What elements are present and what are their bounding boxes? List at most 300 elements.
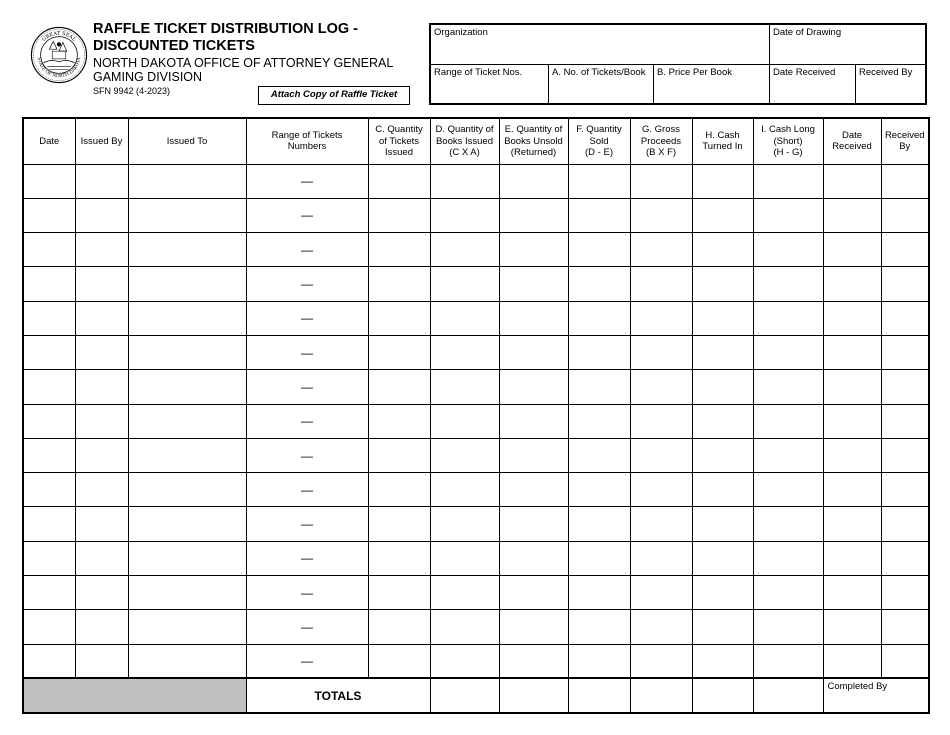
log-cell[interactable] [568,164,630,198]
log-cell[interactable] [753,438,823,472]
log-cell[interactable] [430,644,499,678]
log-cell[interactable] [128,438,246,472]
column-header [823,118,881,164]
log-cell[interactable] [430,335,499,369]
log-cell[interactable] [23,610,75,644]
date-received-label: Date Received [773,67,836,78]
column-header-line: (Returned) [510,147,557,158]
log-cell[interactable] [128,301,246,335]
column-header [430,118,499,164]
log-cell[interactable] [128,610,246,644]
log-cell[interactable] [823,301,881,335]
log-cell[interactable] [692,267,753,301]
log-cell[interactable] [499,576,568,610]
tickets-per-book-field[interactable] [549,65,654,103]
log-cell[interactable] [499,644,568,678]
column-header [692,118,753,164]
log-cell[interactable] [568,644,630,678]
log-cell[interactable] [368,507,430,541]
form-title-line2: DISCOUNTED TICKETS [93,38,255,54]
log-cell[interactable] [128,267,246,301]
log-cell[interactable] [881,198,929,232]
log-cell[interactable] [499,610,568,644]
log-cell[interactable] [753,541,823,575]
column-header-line: (B X F) [645,147,677,158]
log-cell[interactable] [881,267,929,301]
range-of-ticket-nos-field[interactable] [431,65,549,103]
price-per-book-label: B. Price Per Book [657,67,732,78]
log-cell[interactable] [753,404,823,438]
log-cell[interactable] [823,644,881,678]
date-of-drawing-label: Date of Drawing [773,27,842,38]
column-header-line: Range of Tickets [271,129,343,141]
column-header-line: of Tickets [378,135,420,147]
column-header [23,118,75,164]
log-cell[interactable] [823,267,881,301]
log-cell[interactable] [368,576,430,610]
log-cell[interactable] [75,404,128,438]
log-cell[interactable] [823,370,881,404]
log-cell[interactable] [430,198,499,232]
column-header-line: F. Quantity [576,124,622,135]
log-row [23,541,929,575]
log-cell[interactable] [23,301,75,335]
log-cell[interactable] [246,301,368,335]
log-cell[interactable] [881,233,929,267]
range-dash: — [301,174,313,189]
log-cell[interactable] [881,610,929,644]
log-cell[interactable] [128,233,246,267]
attach-ticket-note: Attach Copy of Raffle Ticket [258,86,410,105]
log-cell[interactable] [75,576,128,610]
range-dash: — [301,242,313,257]
log-cell[interactable] [128,198,246,232]
log-cell[interactable] [881,404,929,438]
log-cell[interactable] [568,404,630,438]
log-cell[interactable] [75,267,128,301]
log-cell[interactable] [499,301,568,335]
log-cell[interactable] [568,473,630,507]
range-of-ticket-nos-label: Range of Ticket Nos. [434,67,523,78]
log-cell[interactable] [753,507,823,541]
log-cell[interactable] [128,335,246,369]
log-cell[interactable] [499,233,568,267]
log-cell[interactable] [246,644,368,678]
log-cell[interactable] [23,541,75,575]
log-cell[interactable] [23,198,75,232]
log-cell[interactable] [430,267,499,301]
column-header-line: Numbers [287,141,327,153]
log-cell[interactable] [692,438,753,472]
log-row [23,610,929,644]
log-cell[interactable] [630,541,692,575]
log-cell[interactable] [630,644,692,678]
column-header-line: Received [832,141,872,153]
log-cell[interactable] [430,541,499,575]
column-header-line: Issued By [80,135,123,147]
log-cell[interactable] [75,335,128,369]
totals-row [23,678,929,713]
log-cell[interactable] [499,541,568,575]
log-cell[interactable] [75,438,128,472]
log-cell[interactable] [568,370,630,404]
log-cell[interactable] [630,438,692,472]
log-cell[interactable] [246,541,368,575]
column-header-line: Turned In [702,141,743,153]
log-cell[interactable] [23,507,75,541]
log-cell[interactable] [568,610,630,644]
column-header-line: (C X A) [449,147,480,158]
column-header-line: Books Issued [435,135,494,147]
column-header [75,118,128,164]
log-cell[interactable] [692,233,753,267]
log-cell[interactable] [823,610,881,644]
log-row [23,644,929,678]
log-cell[interactable] [75,507,128,541]
column-header-line: Proceeds [640,135,682,147]
log-cell[interactable] [753,301,823,335]
log-cell[interactable] [246,576,368,610]
log-cell[interactable] [881,576,929,610]
column-header-line: E. Quantity of [504,124,563,135]
log-cell[interactable] [430,507,499,541]
total-cell[interactable] [499,678,568,713]
log-cell[interactable] [753,644,823,678]
log-cell[interactable] [128,576,246,610]
log-cell[interactable] [823,233,881,267]
total-cell[interactable] [692,678,753,713]
log-cell[interactable] [823,541,881,575]
log-cell[interactable] [368,404,430,438]
log-cell[interactable] [430,233,499,267]
column-header-line: G. Gross [641,124,680,135]
log-cell[interactable] [881,541,929,575]
log-cell[interactable] [881,507,929,541]
log-cell[interactable] [128,541,246,575]
range-dash: — [301,208,313,223]
totals-shaded-cell [23,678,246,713]
log-cell[interactable] [568,335,630,369]
log-cell[interactable] [823,576,881,610]
range-dash: — [301,620,313,634]
column-header-line: H. Cash [705,129,740,141]
log-cell[interactable] [23,370,75,404]
log-cell[interactable] [75,541,128,575]
log-cell[interactable] [499,198,568,232]
form-title-line1: RAFFLE TICKET DISTRIBUTION LOG - [93,21,359,37]
log-cell[interactable] [881,473,929,507]
log-cell[interactable] [499,438,568,472]
log-cell[interactable] [23,644,75,678]
log-cell[interactable] [692,370,753,404]
totals-label: TOTALS [246,678,430,713]
log-cell[interactable] [368,233,430,267]
date-of-drawing-field[interactable] [770,25,925,65]
log-cell[interactable] [823,335,881,369]
range-dash: — [301,585,313,600]
log-cell[interactable] [430,576,499,610]
log-cell[interactable] [430,164,499,198]
log-cell[interactable] [75,473,128,507]
log-cell[interactable] [368,370,430,404]
log-cell[interactable] [630,335,692,369]
log-cell[interactable] [499,335,568,369]
range-dash: — [301,482,313,497]
log-cell[interactable] [881,370,929,404]
log-cell[interactable] [692,335,753,369]
state-seal-logo [30,26,88,84]
log-cell[interactable] [75,198,128,232]
log-cell[interactable] [753,576,823,610]
column-header-line: (Short) [773,135,803,147]
range-dash: — [301,414,313,429]
seal-bottom-text: STATE OF NORTH DAKOTA [35,57,83,80]
log-cell[interactable] [630,267,692,301]
log-cell[interactable] [368,301,430,335]
log-cell[interactable] [430,404,499,438]
log-cell[interactable] [368,198,430,232]
total-cell[interactable] [630,678,692,713]
log-cell[interactable] [823,198,881,232]
log-cell[interactable] [753,335,823,369]
log-cell[interactable] [75,610,128,644]
log-cell[interactable] [246,473,368,507]
log-row [23,507,929,541]
log-cell[interactable] [23,335,75,369]
total-cell[interactable] [430,678,499,713]
organization-field[interactable] [431,25,770,65]
form-number: SFN 9942 (4-2023) [93,86,171,96]
price-per-book-field[interactable] [654,65,770,103]
log-cell[interactable] [368,335,430,369]
completed-by-label: Completed By [827,681,888,693]
log-row [23,576,929,610]
log-cell[interactable] [23,164,75,198]
received-by-label: Received By [859,67,913,78]
log-row [23,404,929,438]
log-cell[interactable] [568,541,630,575]
log-cell[interactable] [823,404,881,438]
log-cell[interactable] [630,370,692,404]
log-row [23,164,929,198]
log-row [23,267,929,301]
log-cell[interactable] [753,370,823,404]
log-cell[interactable] [246,404,368,438]
range-dash: — [301,654,313,669]
log-cell[interactable] [568,576,630,610]
column-header-line: Received [884,129,925,141]
office-name-line2: GAMING DIVISION [93,70,203,84]
log-cell[interactable] [430,301,499,335]
log-cell[interactable] [128,473,246,507]
log-row [23,335,929,369]
distribution-log-table [22,117,930,714]
log-cell[interactable] [23,267,75,301]
log-cell[interactable] [881,335,929,369]
log-cell[interactable] [568,267,630,301]
log-cell[interactable] [630,404,692,438]
log-cell[interactable] [630,233,692,267]
log-cell[interactable] [246,198,368,232]
log-cell[interactable] [881,301,929,335]
log-cell[interactable] [692,610,753,644]
log-row [23,473,929,507]
column-header-line: I. Cash Long [761,124,815,135]
log-row [23,438,929,472]
log-cell[interactable] [823,164,881,198]
log-cell[interactable] [823,473,881,507]
column-header-line: (D - E) [585,147,613,158]
column-header-line: Date [841,129,863,141]
log-cell[interactable] [753,267,823,301]
log-cell[interactable] [368,610,430,644]
log-cell[interactable] [430,473,499,507]
log-cell[interactable] [630,164,692,198]
log-cell[interactable] [499,473,568,507]
log-cell[interactable] [568,507,630,541]
log-cell[interactable] [753,198,823,232]
log-cell[interactable] [823,438,881,472]
range-dash: — [301,379,313,394]
log-cell[interactable] [881,644,929,678]
column-header-line: (H - G) [773,147,803,158]
log-cell[interactable] [75,301,128,335]
log-cell[interactable] [499,267,568,301]
log-cell[interactable] [692,541,753,575]
log-cell[interactable] [430,610,499,644]
column-header-line: Books Unsold [504,135,563,147]
log-cell[interactable] [630,507,692,541]
log-cell[interactable] [568,198,630,232]
column-header [128,118,246,164]
received-by-field[interactable] [856,65,925,103]
range-dash: — [301,551,313,566]
log-cell[interactable] [368,473,430,507]
log-cell[interactable] [568,301,630,335]
raffle-info-box [429,23,927,105]
log-cell[interactable] [128,404,246,438]
range-dash: — [301,517,313,532]
column-header [753,118,823,164]
log-cell[interactable] [75,644,128,678]
log-cell[interactable] [753,233,823,267]
log-cell[interactable] [499,404,568,438]
log-cell[interactable] [128,507,246,541]
log-cell[interactable] [23,438,75,472]
log-cell[interactable] [692,644,753,678]
log-cell[interactable] [430,370,499,404]
log-row [23,198,929,232]
log-cell[interactable] [692,404,753,438]
log-cell[interactable] [23,473,75,507]
log-cell[interactable] [23,576,75,610]
log-cell[interactable] [23,233,75,267]
log-cell[interactable] [246,335,368,369]
tickets-per-book-label: A. No. of Tickets/Book [552,67,646,78]
completed-by-field[interactable] [823,678,929,713]
log-cell[interactable] [692,576,753,610]
log-cell[interactable] [692,473,753,507]
log-cell[interactable] [246,370,368,404]
log-cell[interactable] [753,164,823,198]
log-cell[interactable] [128,644,246,678]
log-cell[interactable] [368,164,430,198]
log-cell[interactable] [753,473,823,507]
column-header [630,118,692,164]
log-cell[interactable] [368,438,430,472]
column-header-line: Issued [385,147,413,158]
log-cell[interactable] [246,438,368,472]
range-dash: — [301,448,313,463]
log-cell[interactable] [75,164,128,198]
column-header-row [23,118,929,164]
log-cell[interactable] [692,198,753,232]
log-cell[interactable] [246,610,368,644]
log-cell[interactable] [246,233,368,267]
log-cell[interactable] [630,576,692,610]
log-cell[interactable] [881,164,929,198]
log-cell[interactable] [75,370,128,404]
log-cell[interactable] [499,164,568,198]
log-cell[interactable] [75,233,128,267]
column-header-line: C. Quantity [375,124,423,135]
total-cell[interactable] [753,678,823,713]
office-name-line1: NORTH DAKOTA OFFICE OF ATTORNEY GENERAL [93,56,394,70]
log-cell[interactable] [246,267,368,301]
log-cell[interactable] [368,644,430,678]
log-cell[interactable] [368,541,430,575]
column-header [246,118,368,164]
log-cell[interactable] [630,198,692,232]
log-cell[interactable] [630,301,692,335]
range-dash: — [301,277,313,292]
log-cell[interactable] [499,370,568,404]
log-cell[interactable] [692,507,753,541]
log-cell[interactable] [753,610,823,644]
log-cell[interactable] [128,164,246,198]
log-cell[interactable] [128,370,246,404]
column-header [499,118,568,164]
log-cell[interactable] [568,438,630,472]
svg-text:STATE OF NORTH DAKOTA [36,56,83,79]
log-cell[interactable] [692,301,753,335]
log-cell[interactable] [881,438,929,472]
log-cell[interactable] [692,164,753,198]
column-header [368,118,430,164]
organization-label: Organization [434,27,488,38]
log-cell[interactable] [430,438,499,472]
log-cell[interactable] [246,164,368,198]
log-cell[interactable] [23,404,75,438]
log-row [23,301,929,335]
total-cell[interactable] [568,678,630,713]
column-header-line: Issued To [166,135,208,147]
log-cell[interactable] [823,507,881,541]
column-header-line: Sold [589,135,609,147]
seal-top-text: GREAT SEAL [41,30,77,43]
range-dash: — [301,311,313,326]
log-cell[interactable] [630,610,692,644]
log-cell[interactable] [630,473,692,507]
date-received-field[interactable] [770,65,856,103]
log-cell[interactable] [568,233,630,267]
range-dash: — [301,345,313,360]
column-header-line: Date [39,135,60,147]
column-header [568,118,630,164]
log-cell[interactable] [499,507,568,541]
log-cell[interactable] [246,507,368,541]
log-cell[interactable] [368,267,430,301]
